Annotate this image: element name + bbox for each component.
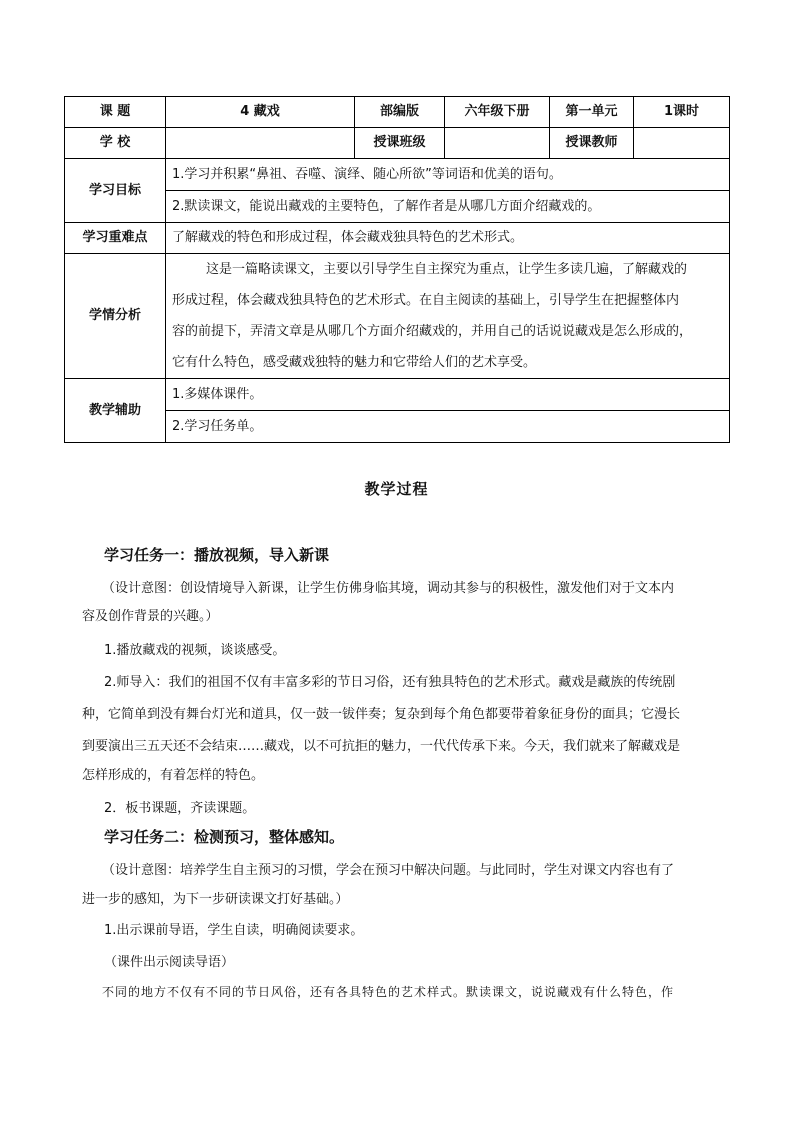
task2-step1: 1.出示课前导语，学生自读，明确阅读要求。	[104, 923, 364, 938]
grade-cell: 六年级下册	[445, 97, 550, 128]
task1-design-line: （设计意图：创设情境导入新课，让学生仿佛身临其境，调动其参与的积极性，激发他们对于文本内	[102, 581, 675, 596]
analysis-line: 容的前提下，弄清文章是从哪几个方面介绍藏戏的，并用自己的话说说藏戏是怎么形成的，	[172, 324, 693, 339]
task1-heading: 学习任务一：播放视频，导入新课	[104, 546, 330, 564]
topic-label: 课 题	[65, 97, 166, 128]
aid-item: 2.学习任务单。	[172, 419, 263, 434]
goal-item: 1.学习并积累“鼻祖、吞噬、演绎、随心所欲”等词语和优美的语句。	[166, 159, 729, 191]
lesson-title: 4 藏戏	[166, 97, 355, 128]
table-row-analysis	[65, 254, 730, 379]
key-points-label: 学习重难点	[65, 223, 166, 254]
table-row-goals	[65, 159, 730, 223]
task2-step-note: （课件出示阅读导语）	[104, 955, 235, 970]
teacher-value	[634, 128, 730, 159]
hours-cell: 1课时	[634, 97, 730, 128]
task1-design-line: 容及创作背景的兴趣。）	[82, 609, 219, 624]
table-row-topic	[65, 97, 730, 128]
table-row-school	[65, 128, 730, 159]
task1-step1: 1.播放藏戏的视频，谈谈感受。	[104, 643, 286, 658]
task2-design-line: 进一步的感知，为下一步研读课文打好基础。）	[82, 892, 349, 907]
table-row-aids	[65, 379, 730, 443]
analysis-label: 学情分析	[65, 254, 166, 379]
task1-step2-line: 2.师导入：我们的祖国不仅有丰富多彩的节日习俗，还有独具特色的艺术形式。藏戏是藏族的传统剧	[104, 675, 676, 690]
class-label: 授课班级	[355, 128, 445, 159]
teacher-label: 授课教师	[550, 128, 634, 159]
aid-item: 1.多媒体课件。	[166, 379, 729, 411]
reading-guide-text: 不同的地方不仅有不同的节日风俗，还有各具特色的艺术样式。默读课文，说说藏戏有什么特色，作	[102, 985, 675, 999]
lesson-plan-table	[64, 96, 730, 443]
analysis-line: 形成过程，体会藏戏独具特色的艺术形式。在自主阅读的基础上，引导学生在把握整体内	[172, 293, 680, 308]
task2-heading: 学习任务二：检测预习，整体感知。	[104, 828, 345, 846]
analysis-line: 这是一篇略读课文，主要以引导学生自主探究为重点，让学生多读几遍，了解藏戏的	[206, 262, 688, 277]
task2-design-line: （设计意图：培养学生自主预习的习惯，学会在预习中解决问题。与此同时，学生对课文内容也有了	[102, 863, 675, 878]
task1-step3: 2．板书课题，齐读课题。	[104, 801, 256, 816]
task1-step2-line: 种，它简单到没有舞台灯光和道具，仅一鼓一钹伴奏；复杂到每个角色都要带着象征身份的面具；它漫长	[82, 707, 681, 722]
task1-step2-line: 到要演出三五天还不会结束……藏戏，以不可抗拒的魅力，一代代传承下来。今天，我们就来了解藏戏是	[82, 739, 681, 754]
edition-cell: 部编版	[355, 97, 445, 128]
aids-label: 教学辅助	[65, 379, 166, 443]
key-points-text: 了解藏戏的特色和形成过程，体会藏戏独具特色的艺术形式。	[166, 223, 730, 254]
unit-cell: 第一单元	[550, 97, 634, 128]
table-row-key-points	[65, 223, 730, 254]
section-title: 教学过程	[364, 480, 429, 498]
goals-label: 学习目标	[65, 159, 166, 223]
school-value	[166, 128, 355, 159]
task1-step2-line: 怎样形成的，有着怎样的特色。	[82, 768, 265, 783]
goal-item: 2.默读课文，能说出藏戏的主要特色，了解作者是从哪几方面介绍藏戏的。	[172, 199, 601, 214]
class-value	[445, 128, 550, 159]
school-label: 学 校	[65, 128, 166, 159]
analysis-line: 它有什么特色，感受藏戏独特的魅力和它带给人们的艺术享受。	[172, 355, 537, 370]
